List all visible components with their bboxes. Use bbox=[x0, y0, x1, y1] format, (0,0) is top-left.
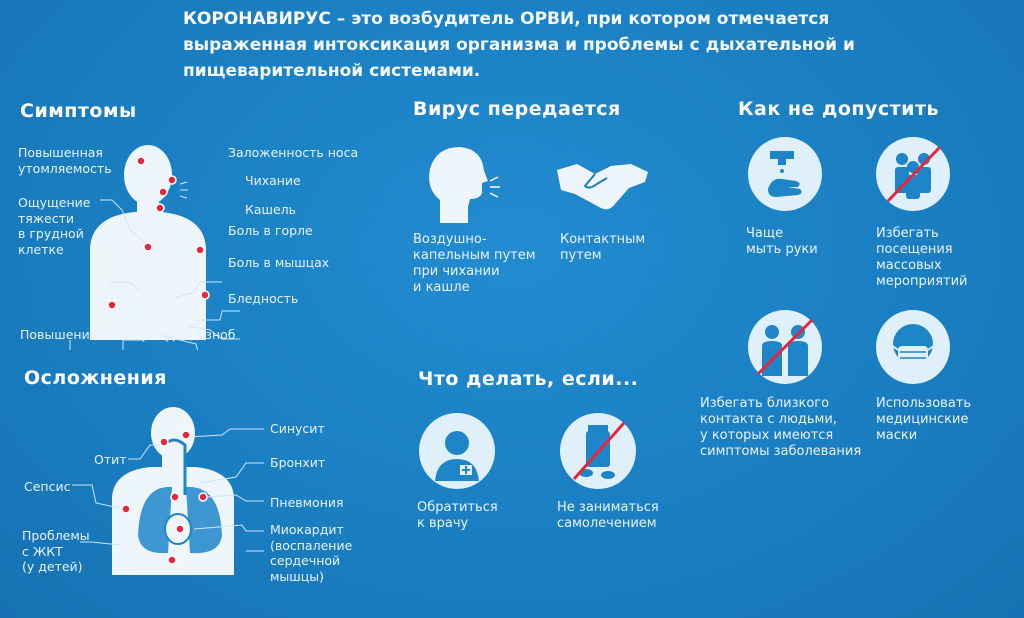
intro-rest: – это возбудитель ОРВИ, при котором отмечается выраженная интоксикация организма и проблемы с дыхательной и пищеварительной системами. bbox=[183, 9, 855, 81]
action-no-self-medication: Не заниматься самолечением bbox=[557, 500, 659, 531]
complications-body-figure bbox=[0, 405, 380, 618]
doctor-icon bbox=[419, 413, 495, 489]
face-mask-icon bbox=[876, 310, 950, 384]
prevention-avoid-contact: Избегать близкого контакта с людьми, у которых имеются симптомы заболевания bbox=[700, 396, 862, 459]
intro-text bbox=[183, 6, 863, 84]
avoid-crowds-icon bbox=[876, 137, 950, 211]
symptom-muscle: Боль в мышцах bbox=[228, 255, 330, 270]
transmission-airborne: Воздушно- капельным путем при чихании и кашле bbox=[413, 232, 536, 295]
handshake-icon bbox=[555, 160, 650, 219]
complication-bronchitis: Бронхит bbox=[270, 455, 326, 470]
symptom-cough: Кашель bbox=[245, 202, 297, 217]
what-to-do-title: Что делать, если... bbox=[418, 368, 639, 390]
complications-title: Осложнения bbox=[24, 367, 167, 389]
avoid-contact-icon bbox=[748, 310, 822, 384]
symptom-throat: Боль в горле bbox=[228, 223, 313, 238]
symptom-nose: Заложенность носа bbox=[228, 145, 359, 160]
action-doctor: Обратиться к врачу bbox=[417, 500, 498, 531]
wash-hands-icon bbox=[748, 137, 822, 211]
symptom-fatigue: Повышенная утомляемость bbox=[18, 145, 112, 176]
intro-keyword: КОРОНАВИРУС bbox=[183, 9, 331, 29]
prevention-wash: Чаще мыть руки bbox=[746, 226, 818, 257]
complication-sepsis: Сепсис bbox=[24, 479, 71, 494]
complication-gi: Проблемы с ЖКТ (у детей) bbox=[22, 528, 90, 574]
symptoms-title: Симптомы bbox=[20, 100, 137, 122]
complication-pneumonia: Пневмония bbox=[270, 495, 344, 510]
symptom-sneeze: Чихание bbox=[245, 173, 301, 188]
complication-sinusitis: Синусит bbox=[270, 421, 325, 436]
complication-otitis: Отит bbox=[94, 452, 127, 467]
symptom-pale: Бледность bbox=[228, 291, 299, 306]
transmission-contact: Контактным путем bbox=[560, 232, 646, 263]
complication-myocarditis: Миокардит (воспаление сердечной мышцы) bbox=[270, 522, 353, 584]
no-self-medication-icon bbox=[560, 413, 636, 489]
symptom-fever: Повышение температуры, озноб bbox=[20, 327, 236, 342]
head-sneeze-icon bbox=[420, 145, 510, 229]
prevention-title: Как не допустить bbox=[738, 98, 940, 120]
prevention-masks: Использовать медицинские маски bbox=[876, 396, 972, 443]
prevention-avoid-events: Избегать посещения массовых мероприятий bbox=[876, 226, 968, 289]
symptom-chest: Ощущение тяжести в грудной клетке bbox=[18, 195, 91, 257]
transmission-title: Вирус передается bbox=[413, 98, 621, 120]
